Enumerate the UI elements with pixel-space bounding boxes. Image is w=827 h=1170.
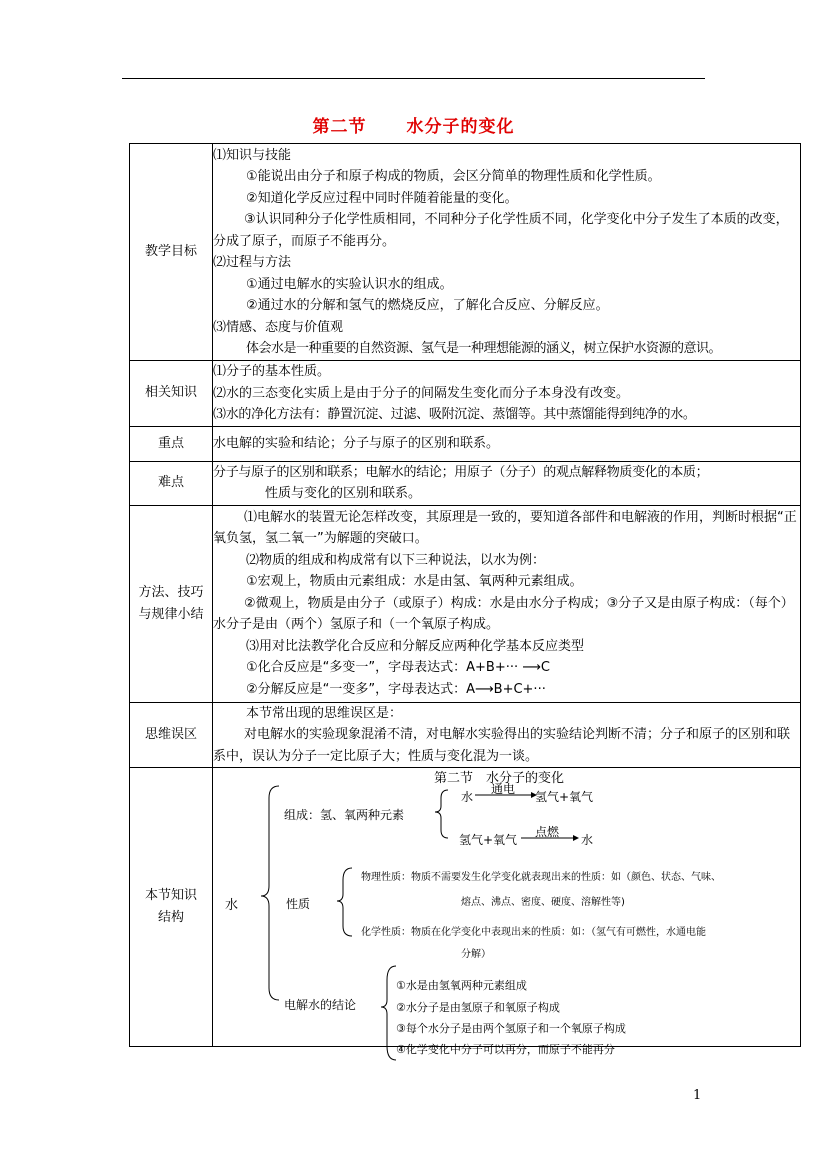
conclusion-item: ③每个水分子是由两个氢原子和一个氧原子构成 [396,1022,626,1035]
lesson-table [129,143,801,1056]
composition-label: 组成：氢、氧两种元素 [284,808,405,822]
misconception-header: 思维误区 [130,702,213,768]
physical-property-line2: 熔点、沸点、密度、硬度、溶解性等) [461,897,625,908]
misconception-paragraph: 本节常出现的思维误区是： [246,705,403,721]
eq2-condition: 点燃 [535,825,560,839]
eq2-right: 水 [581,833,594,847]
methods-paragraph: ②分解反应是“一变多”，字母表达式：A⟶B+C+··· [246,681,546,697]
page-title [0,112,827,137]
header-rule [122,78,705,79]
conclusions-brace [381,966,396,1060]
misconception-body [213,702,801,768]
goals-line: ⑶情感、态度与价值观 [213,319,344,335]
row-structure [130,768,801,1047]
goals-header: 教学目标 [130,144,213,361]
row-methods [130,505,801,702]
knowledge-structure [213,768,800,1056]
eq2-left: 氢气+氧气 [459,833,518,847]
goals-line: ①能说出由分子和原子构成的物质，会区分简单的物理性质和化学性质。 [246,169,661,184]
property-label: 性质 [286,897,311,911]
eq1-right: 氢气+氧气 [535,790,594,804]
chemical-property-line2: 分解） [461,949,491,960]
goals-line: 体会水是一种重要的自然资源、氢气是一种理想能源的涵义，树立保护水资源的意识。 [246,341,722,356]
structure-body [213,768,801,1056]
difficult-header: 难点 [130,461,213,505]
related-line: ⑵水的三态变化实质上是由于分子的间隔发生变化而分子本身没有改变。 [213,385,630,401]
structure-heading: 第二节 水分子的变化 [434,771,565,786]
eq2-arrowhead [573,835,579,841]
row-misconception [130,702,801,768]
eq1-condition: 通电 [491,782,516,796]
goals-line: ①通过电解水的实验认识水的组成。 [246,276,453,292]
row-goals [130,144,801,361]
methods-body [213,505,801,702]
goals-line: ③认识同种分子化学性质相同，不同种分子化学性质不同，化学变化中分子发生了本质的改变，分成了原子，而原子不能再分。 [213,212,789,249]
methods-header [130,505,213,702]
difficult-line: 性质与变化的区别和联系。 [265,486,422,501]
eq1-left: 水 [461,790,474,804]
related-body [213,361,801,427]
difficult-body [213,461,801,505]
goals-line: ⑴知识与技能 [213,147,292,163]
methods-paragraph: ⑵物质的组成和构成常有以下三种说法，以水为例： [246,552,546,568]
chemical-property-line1: 化学性质：物质在化学变化中表现出来的性质：如：（氢气有可燃性，水通电能 [361,927,706,938]
misconception-paragraph: 对电解水的实验现象混淆不清，对电解水实验得出的实验结论判断不清；分子和原子的区别和联系中，误认为分子一定比原子大；性质与变化混为一谈。 [213,727,791,764]
row-difficult [130,461,801,505]
methods-paragraph: ②微观上，物质是由分子（或原子）构成：水是由水分子构成；③分子又是由原子构成：（每个）水分子是由（两个）氢原子和（一个氧原子构成。 [213,595,794,633]
related-header: 相关知识 [130,361,213,427]
goals-line: ②知道化学反应过程中同时伴随着能量的变化。 [246,190,518,206]
goals-body [213,144,801,361]
title-section: 第二节 [312,117,367,137]
methods-paragraph: ⑶用对比法教学化合反应和分解反应两种化学基本反应类型 [246,638,585,654]
methods-header-text: 方法、技巧与规律小结 [138,584,204,622]
physical-property-line1: 物理性质：物质不需要发生化学变化就表现出来的性质：如（颜色、状态、气味、 [361,872,721,883]
goals-line: ②通过水的分解和氢气的燃烧反应，了解化合反应、分解反应。 [246,298,609,313]
composition-brace [435,790,448,838]
conclusion-item: ④化学变化中分子可以再分，而原子不能再分 [396,1043,615,1056]
page-number: 1 [693,1088,702,1103]
difficult-line: 分子与原子的区别和联系；电解水的结论；用原子（分子）的观点解释物质变化的本质； [213,464,709,480]
electrolysis-label: 电解水的结论 [284,998,357,1012]
goals-line: ⑵过程与方法 [213,255,292,270]
row-related [130,361,801,427]
conclusion-item: ①水是由氢氧两种元素组成 [396,979,527,992]
property-brace [337,868,352,936]
structure-header [130,768,213,1047]
root-brace [261,786,279,1000]
row-key [130,426,801,461]
methods-paragraph: ①化合反应是“多变一”，字母表达式：A+B+··· ⟶C [246,660,550,676]
key-header: 重点 [130,426,213,461]
key-body: 水电解的实验和结论；分子与原子的区别和联系。 [213,426,801,461]
related-line: ⑶水的净化方法有：静置沉淀、过滤、吸附沉淀、蒸馏等。其中蒸馏能得到纯净的水。 [213,407,696,422]
conclusion-item: ②水分子是由氢原子和氧原子构成 [396,1001,560,1014]
structure-header-text: 本节知识结构 [144,888,197,925]
related-line: ⑴分子的基本性质。 [213,364,331,379]
methods-paragraph: ⑴电解水的装置无论怎样改变，其原理是一致的，要知道各部件和电解液的作用，判断时根据“正氧负氢，氢二氧一”为解题的突破口。 [213,509,797,547]
methods-paragraph: ①宏观上，物质由元素组成：水是由氢、氧两种元素组成。 [246,574,583,590]
title-name: 水分子的变化 [406,117,515,137]
structure-root: 水 [225,898,239,913]
